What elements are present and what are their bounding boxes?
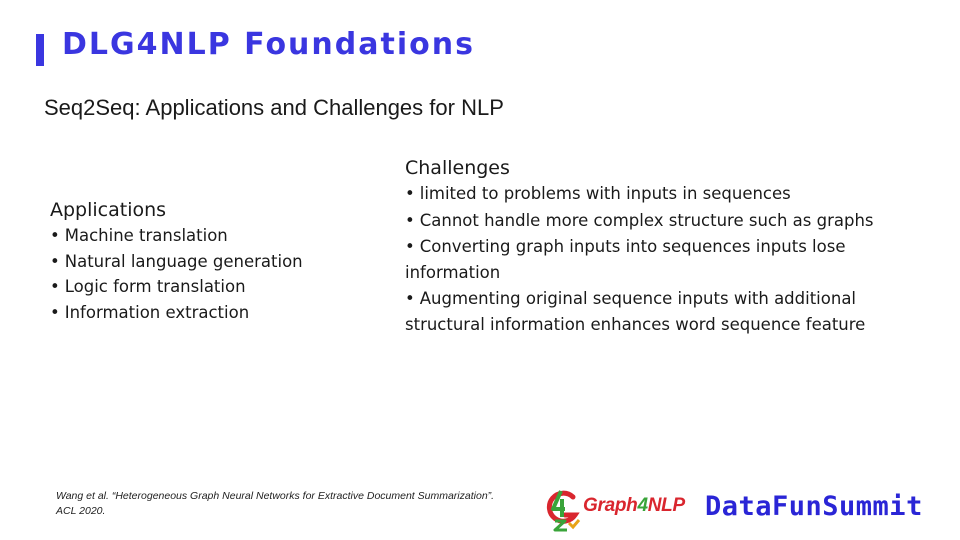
applications-section	[50, 199, 380, 325]
bullet-icon: •	[405, 289, 415, 308]
bullet-icon: •	[405, 237, 415, 256]
bullet-icon: •	[50, 302, 60, 322]
list-item	[50, 249, 380, 275]
challenges-section	[405, 157, 940, 338]
list-item	[405, 234, 940, 285]
bullet-icon: •	[50, 277, 60, 296]
list-item-text: limited to problems with inputs in sequences	[419, 184, 791, 203]
citation: Wang et al. “Heterogeneous Graph Neural Networks for Extractive Document Summarization”. ACL 2020.	[56, 490, 495, 517]
list-item-text: Logic form translation	[64, 277, 246, 296]
graph4nlp-wordmark	[583, 495, 685, 517]
bullet-icon: •	[405, 184, 415, 203]
list-item	[50, 223, 380, 249]
list-item-text: Converting graph inputs into sequences inputs lose information	[405, 237, 846, 282]
wordmark-graph: Graph	[583, 495, 638, 516]
applications-list	[50, 223, 380, 325]
list-item	[405, 181, 940, 207]
challenges-list	[405, 181, 940, 337]
list-item-text: Augmenting original sequence inputs with additional structural information enhances word sequence feature	[405, 289, 866, 334]
wordmark-four: 4	[637, 495, 648, 516]
wordmark-nlp: NLP	[647, 495, 685, 516]
slide-subtitle: Seq2Seq: Applications and Challenges for NLP	[44, 95, 504, 120]
list-item-text: Natural language generation	[64, 251, 303, 271]
graph4nlp-logo-icon	[543, 487, 581, 533]
list-item-text: Cannot handle more complex structure such as graphs	[419, 210, 874, 230]
title-accent-bar	[36, 34, 44, 66]
bullet-icon: •	[50, 251, 60, 271]
list-item	[50, 300, 380, 326]
list-item	[405, 208, 940, 234]
list-item	[50, 274, 380, 300]
list-item	[405, 286, 940, 337]
slide-title: DLG4NLP Foundations	[62, 27, 475, 62]
bullet-icon: •	[405, 210, 415, 230]
bullet-icon: •	[50, 226, 60, 245]
list-item-text: Information extraction	[64, 302, 250, 322]
datafunsummit-logo: DataFunSummit	[705, 491, 923, 522]
list-item-text: Machine translation	[64, 226, 228, 245]
challenges-heading: Challenges	[405, 157, 510, 179]
applications-heading: Applications	[50, 199, 167, 221]
